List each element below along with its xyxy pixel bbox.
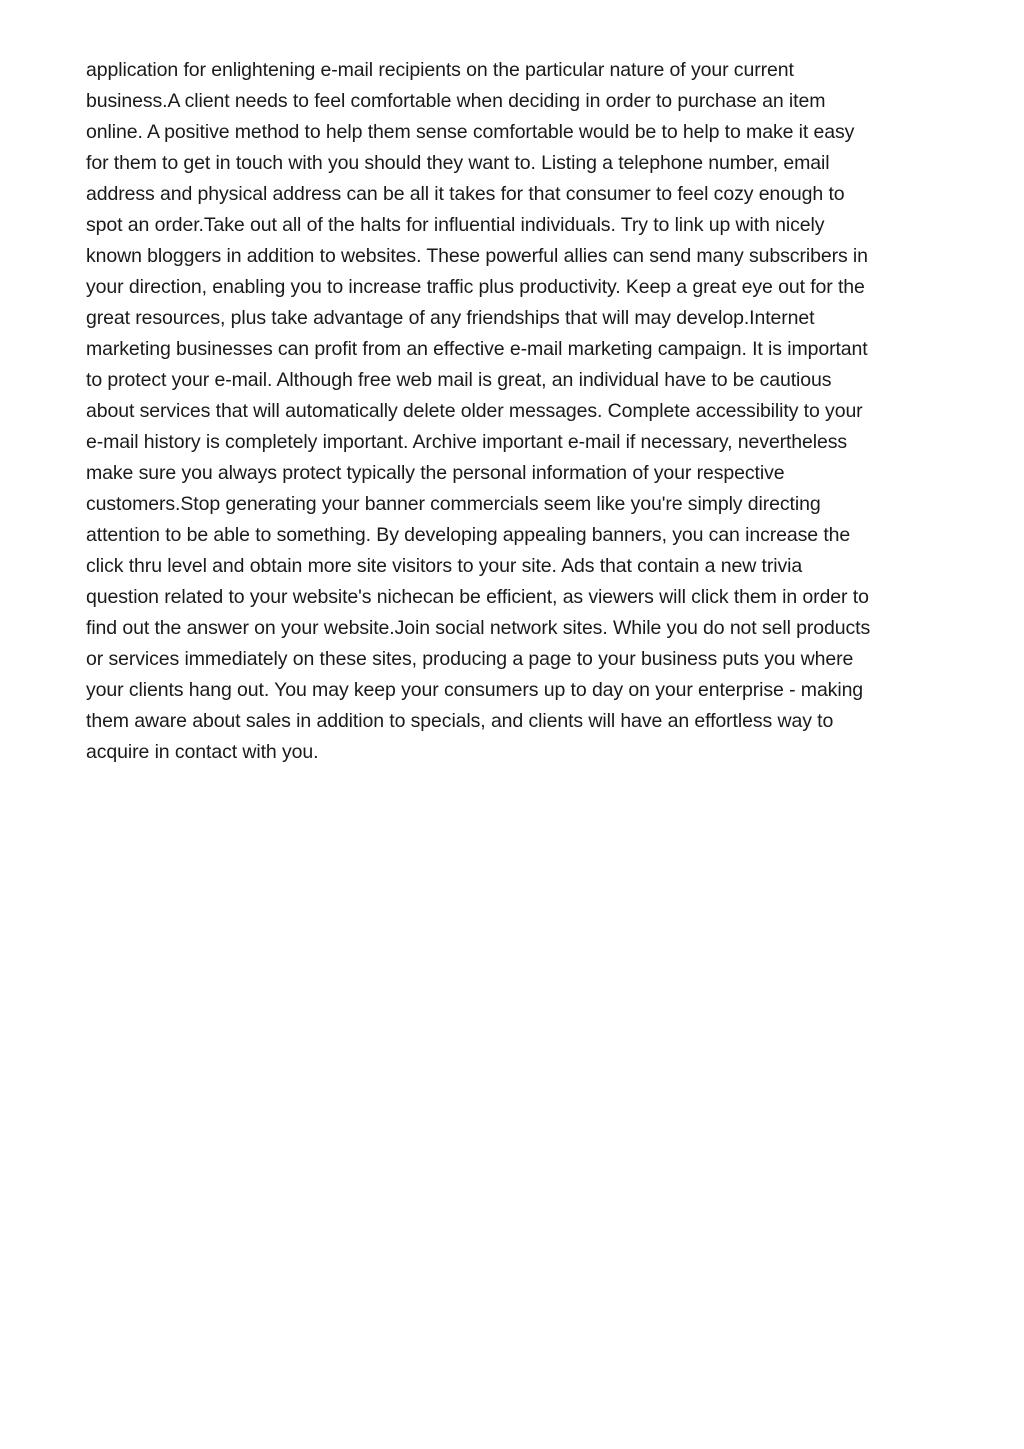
text-line: online. A positive method to help them sense comfortable would be to help to make it easy (86, 121, 855, 143)
text-line: for them to get in touch with you should they want to. Listing a telephone number, email (86, 152, 830, 174)
body-paragraph (86, 55, 946, 768)
text-line: your direction, enabling you to increase traffic plus productivity. Keep a great eye out for the (86, 276, 865, 298)
text-line: acquire in contact with you. (86, 741, 319, 763)
text-line: marketing businesses can profit from an effective e-mail marketing campaign. It is important (86, 338, 868, 360)
text-line: e-mail history is completely important. Archive important e-mail if necessary, nevertheless (86, 431, 848, 453)
text-line: great resources, plus take advantage of any friendships that will may develop.Internet (86, 307, 815, 329)
text-line: application for enlightening e-mail recipients on the particular nature of your current (86, 59, 794, 81)
text-line: or services immediately on these sites, producing a page to your business puts you where (86, 648, 854, 670)
text-line: about services that will automatically delete older messages. Complete accessibility to your (86, 400, 863, 422)
text-line: click thru level and obtain more site visitors to your site. Ads that contain a new trivia (86, 555, 803, 577)
text-line: address and physical address can be all it takes for that consumer to feel cozy enough to (86, 183, 845, 205)
text-line: question related to your website's nichecan be efficient, as viewers will click them in order to (86, 586, 869, 608)
text-line: make sure you always protect typically the personal information of your respective (86, 462, 785, 484)
text-line: customers.Stop generating your banner commercials seem like you're simply directing (86, 493, 821, 515)
text-line: attention to be able to something. By developing appealing banners, you can increase the (86, 524, 851, 546)
text-line: them aware about sales in addition to specials, and clients will have an effortless way to (86, 710, 834, 732)
text-line: your clients hang out. You may keep your consumers up to day on your enterprise - making (86, 679, 864, 701)
text-line: spot an order.Take out all of the halts for influential individuals. Try to link up with nicely (86, 214, 825, 236)
text-line: to protect your e-mail. Although free web mail is great, an individual have to be cautious (86, 369, 832, 391)
text-line: business.A client needs to feel comfortable when deciding in order to purchase an item (86, 90, 826, 112)
text-line: known bloggers in addition to websites. These powerful allies can send many subscribers in (86, 245, 868, 267)
text-line: find out the answer on your website.Join social network sites. While you do not sell products (86, 617, 871, 639)
